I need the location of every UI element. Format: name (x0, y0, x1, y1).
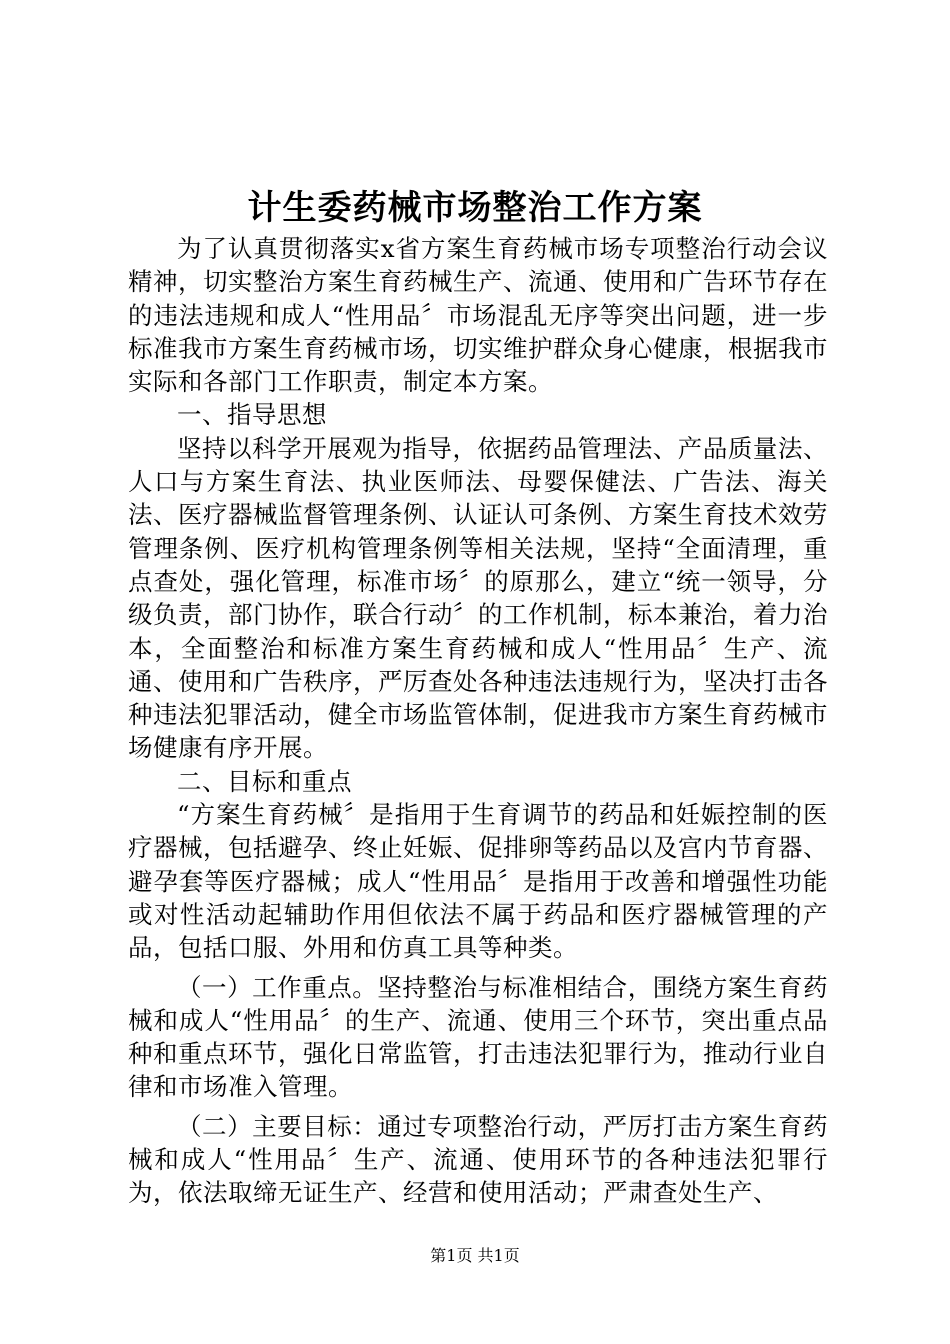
paragraph-intro: 为了认真贯彻落实x省方案生育药械市场专项整治行动会议精神，切实整治方案生育药械生产、流通、使用和广告环节存在的违法违规和成人“性用品〞市场混乱无序等突出问题，进一步标准我市方案生育药械市场，切实维护群众身心健康，根据我市实际和各部门工作职责，制定本方案。 (128, 234, 828, 397)
document-body (128, 232, 828, 1210)
paragraph-main-goals: （二）主要目标：通过专项整治行动，严厉打击方案生育药械和成人“性用品〞生产、流通、使用环节的各种违法犯罪行为，依法取缔无证生产、经营和使用活动；严肃查处生产、 (128, 1111, 828, 1208)
paragraph-guiding-thought: 坚持以科学开展观为指导，依据药品管理法、产品质量法、人口与方案生育法、执业医师法、母婴保健法、广告法、海关法、医疗器械监督管理条例、认证认可条例、方案生育技术效劳管理条例、医疗机构管理条例等相关法规，坚持“全面清理，重点查处，强化管理，标准市场〞的原那么，建立“统一领导，分级负责，部门协作，联合行动〞的工作机制，标本兼治，着力治本，全面整治和标准方案生育药械和成人“性用品〞生产、流通、使用和广告秩序，严厉查处各种违法违规行为，坚决打击各种违法犯罪活动，健全市场监管体制，促进我市方案生育药械市场健康有序开展。 (128, 433, 828, 763)
paragraph-definitions: “方案生育药械〞是指用于生育调节的药品和妊娠控制的医疗器械，包括避孕、终止妊娠、促排卵等药品以及宫内节育器、避孕套等医疗器械；成人“性用品〞是指用于改善和增强性功能或对性活动起辅助作用但依法不属于药品和医疗器械管理的产品，包括口服、外用和仿真工具等种类。 (128, 800, 828, 963)
section-heading-guiding-thought: 一、指导思想 (177, 400, 327, 430)
section-heading-goals: 二、目标和重点 (177, 766, 352, 796)
page-footer: 第1页 共1页 (430, 1246, 520, 1265)
paragraph-work-focus: （一）工作重点。坚持整治与标准相结合，围绕方案生育药械和成人“性用品〞的生产、流通、使用三个环节，突出重点品种和重点环节，强化日常监管，打击违法犯罪行为，推动行业自律和市场准入管理。 (128, 972, 828, 1102)
document-title: 计生委药械市场整治工作方案 (247, 188, 703, 228)
